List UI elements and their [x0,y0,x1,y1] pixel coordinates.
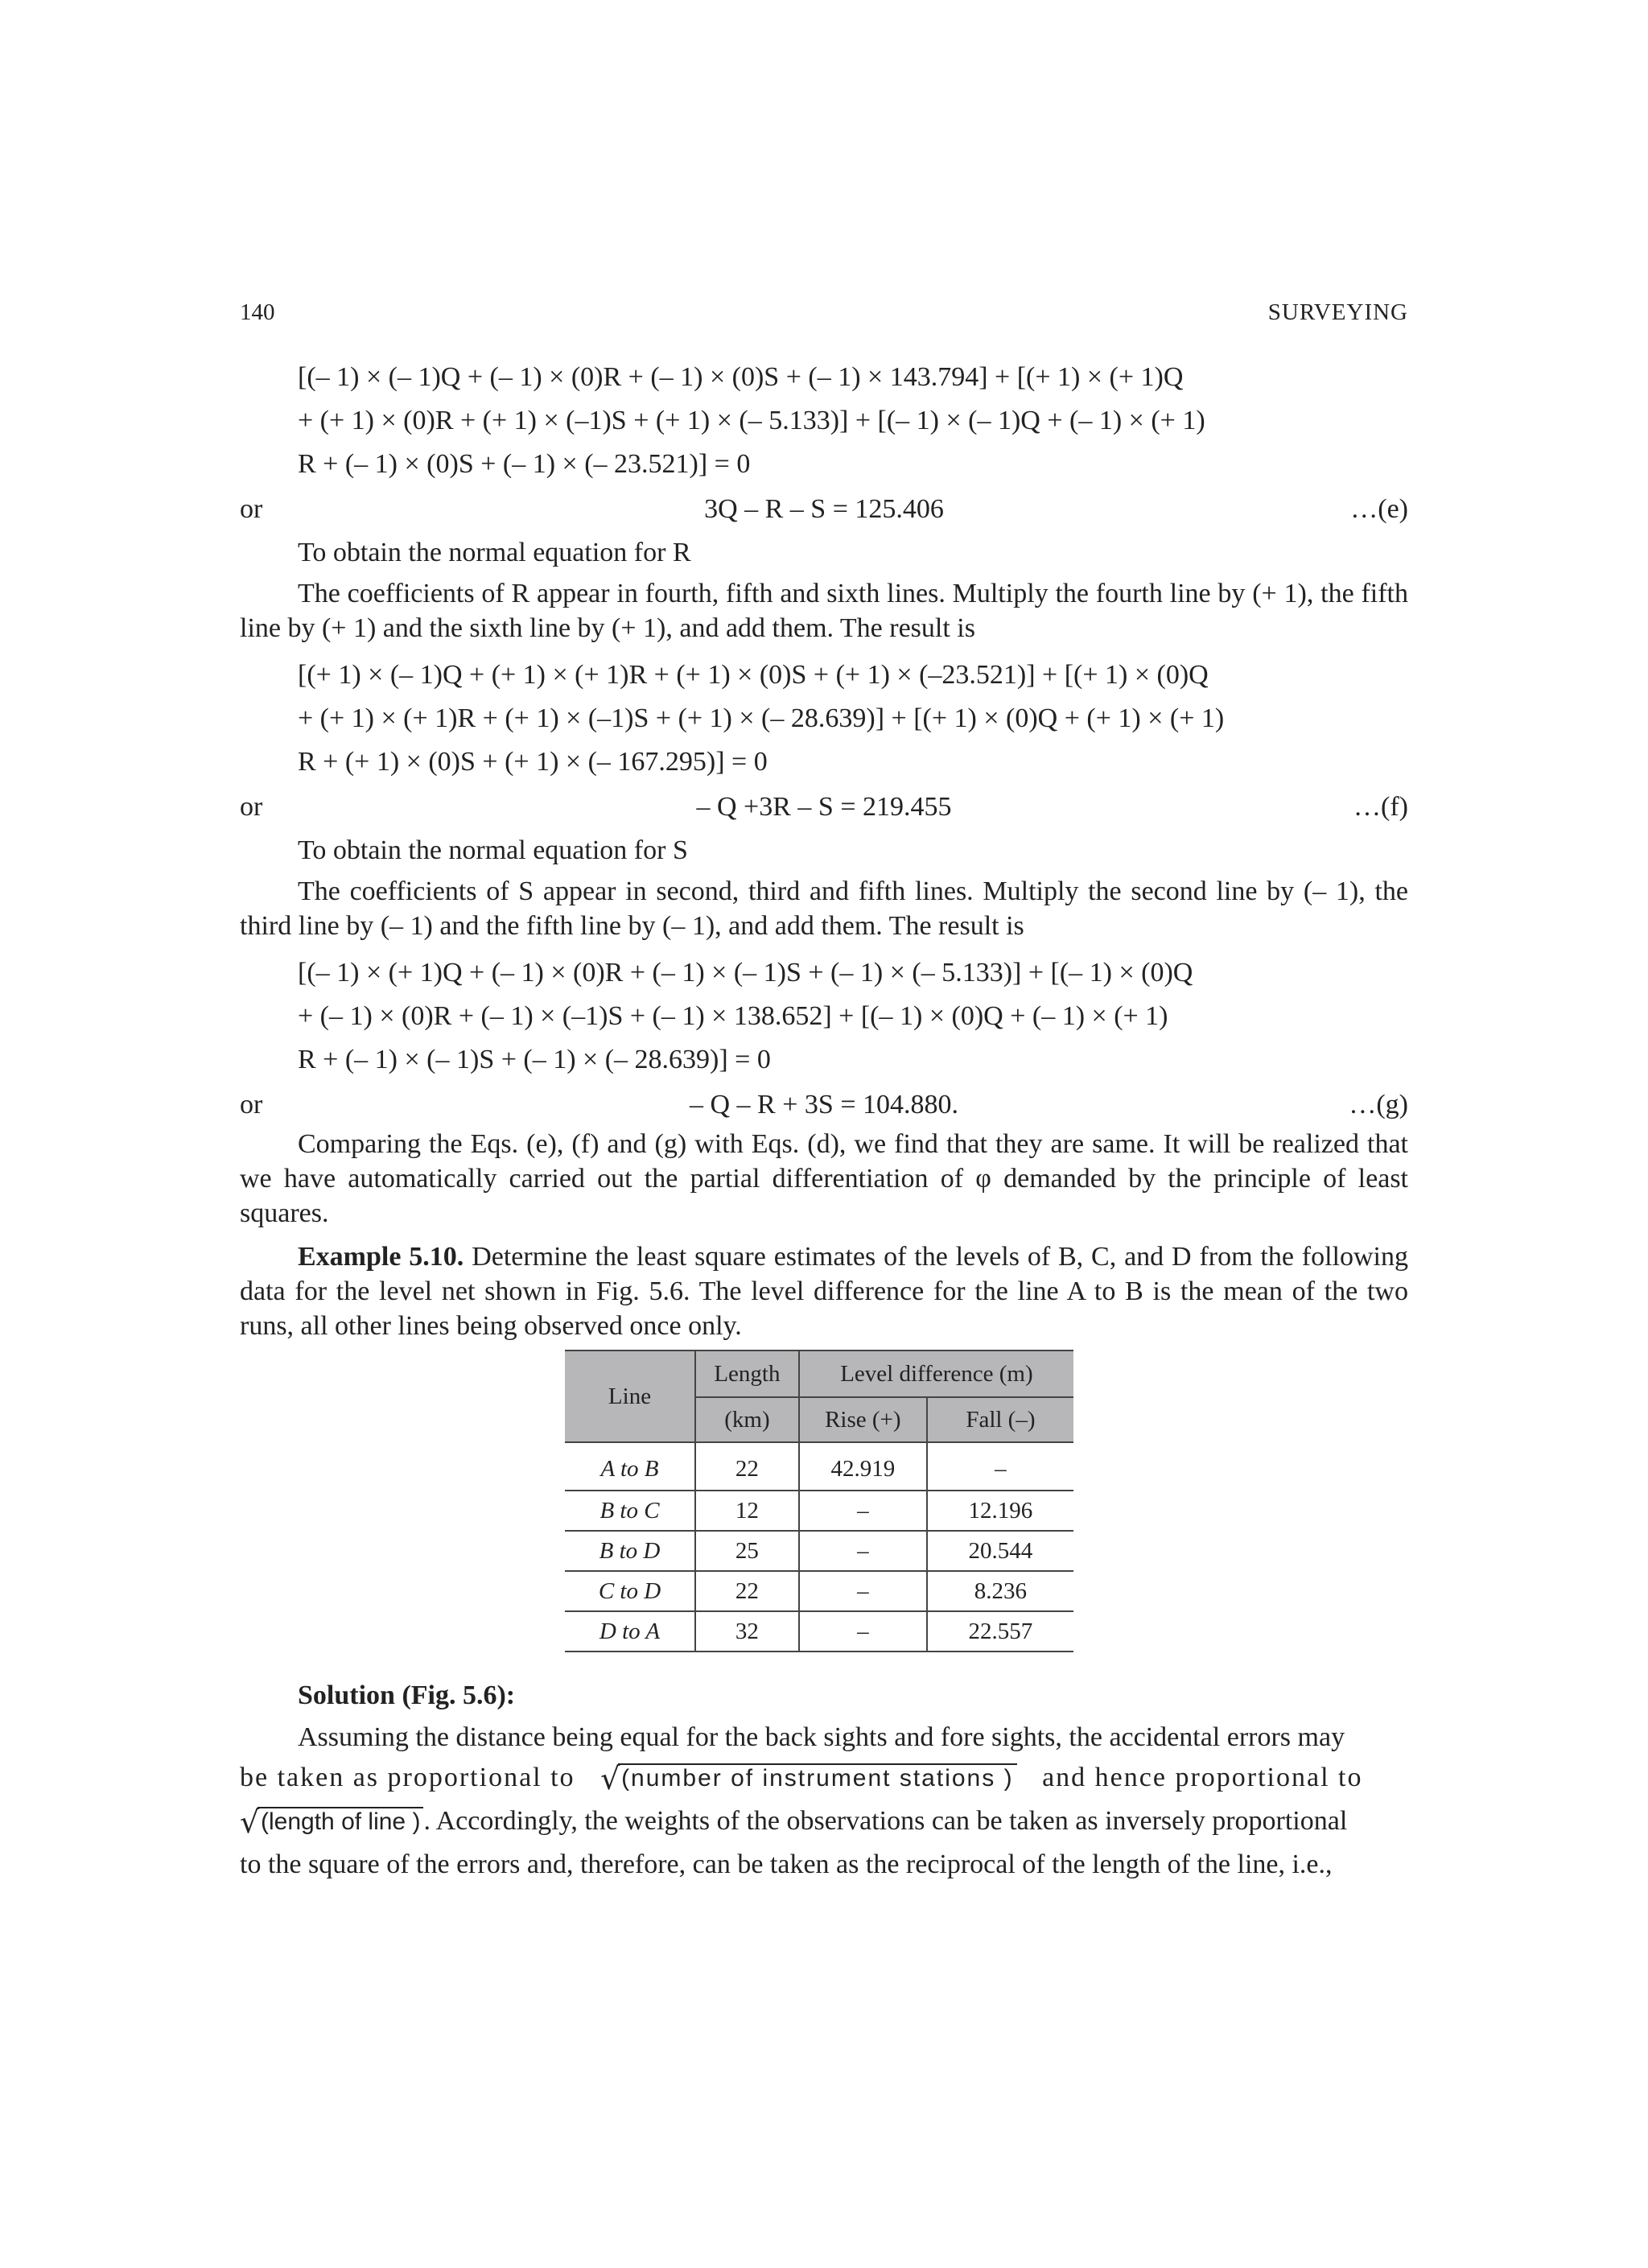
cell-line: B to C [565,1491,695,1531]
cell-length: 22 [695,1571,799,1611]
cell-rise: – [799,1571,927,1611]
paragraph: The coefficients of R appear in fourth, fifth and sixth lines. Multiply the fourth line by (+ 1), the fifth line by (+ 1) and the sixth line by (+ 1), and add them. The result is [240,579,1408,643]
cell-line: A to B [565,1442,695,1491]
cell-fall: 8.236 [927,1571,1073,1611]
page-number: 140 [240,299,275,325]
col-header-level-difference: Level difference (m) [799,1350,1073,1397]
solution-line: √ (length of line ) . Accordingly, the weights of the observations can be taken as inversely proportional [240,1804,1348,1840]
col-header-length: Length [695,1350,799,1397]
equation-tag: …(e) [1350,494,1408,524]
sqrt-number-of-stations: √ (number of instrument stations ) [600,1767,1017,1791]
equation-line: R + (+ 1) × (0)S + (+ 1) × (– 167.295)] = 0 [298,747,768,777]
solution-line: be taken as proportional to √ (number of instrument stations ) and hence proportional to [240,1761,1363,1796]
cell-fall: 12.196 [927,1491,1073,1531]
cell-rise: – [799,1611,927,1652]
table-row [565,1531,1073,1571]
table-row [565,1442,1073,1491]
paragraph: Comparing the Eqs. (e), (f) and (g) with Eqs. (d), we find that they are same. It will be realized that we have automatically carried out the partial differentiation of φ demanded by the principle of least squares. [240,1129,1408,1228]
equation-line: + (– 1) × (0)R + (– 1) × (–1)S + (– 1) × 138.652] + [(– 1) × (0)Q + (– 1) × (+ 1) [298,1001,1168,1031]
equation-line: [(+ 1) × (– 1)Q + (+ 1) × (+ 1)R + (+ 1) × (0)S + (+ 1) × (–23.521)] + [(+ 1) × (0)Q [298,660,1209,690]
solution-line: to the square of the errors and, therefore, can be taken as the reciprocal of the length of the line, i.e., [240,1849,1333,1879]
cell-length: 12 [695,1491,799,1531]
cell-rise: – [799,1491,927,1531]
or-label: or [240,494,263,524]
level-data-table [565,1350,1073,1652]
cell-length: 25 [695,1531,799,1571]
section-title: To obtain the normal equation for R [298,538,691,567]
equation-line: R + (– 1) × (– 1)S + (– 1) × (– 28.639)] = 0 [298,1045,771,1074]
sqrt-length-of-line: √ (length of line ) [240,1810,423,1834]
or-label: or [240,792,263,822]
cell-length: 22 [695,1442,799,1491]
cell-line: D to A [565,1611,695,1652]
equation-tag: …(f) [1353,792,1408,822]
table-row [565,1491,1073,1531]
example-paragraph: Example 5.10. Determine the least square estimates of the levels of B, C, and D from the following data for the level net shown in Fig. 5.6. The level difference for the line A to B is the mean of the two runs, all other lines being observed once only. [240,1242,1409,1341]
equation-tag: …(g) [1349,1090,1408,1120]
cell-line: B to D [565,1531,695,1571]
equation-line: [(– 1) × (+ 1)Q + (– 1) × (0)R + (– 1) × (– 1)S + (– 1) × (– 5.133)] + [(– 1) × (0)Q [298,958,1193,988]
solution-line: Assuming the distance being equal for the back sights and fore sights, the accidental errors may [298,1722,1345,1752]
col-header-length-unit: (km) [695,1397,799,1442]
cell-length: 32 [695,1611,799,1652]
equation-line: R + (– 1) × (0)S + (– 1) × (– 23.521)] = 0 [298,449,751,479]
cell-fall: 20.544 [927,1531,1073,1571]
cell-line: C to D [565,1571,695,1611]
running-head: SURVEYING [1267,299,1408,325]
normal-equation-e: 3Q – R – S = 125.406 [704,494,944,524]
col-header-fall: Fall (–) [927,1397,1073,1442]
cell-fall: 22.557 [927,1611,1073,1652]
cell-rise: – [799,1531,927,1571]
equation-line: + (+ 1) × (0)R + (+ 1) × (–1)S + (+ 1) × (– 5.133)] + [(– 1) × (– 1)Q + (– 1) × (+ 1) [298,406,1205,435]
table-row [565,1571,1073,1611]
equation-line: + (+ 1) × (+ 1)R + (+ 1) × (–1)S + (+ 1) × (– 28.639)] + [(+ 1) × (0)Q + (+ 1) × (+ 1) [298,703,1225,733]
col-header-line: Line [565,1350,695,1442]
table-row [565,1611,1073,1652]
equation-line: [(– 1) × (– 1)Q + (– 1) × (0)R + (– 1) × (0)S + (– 1) × 143.794] + [(+ 1) × (+ 1)Q [298,362,1184,392]
normal-equation-g: – Q – R + 3S = 104.880. [690,1090,958,1120]
section-title: To obtain the normal equation for S [298,835,688,865]
example-label: Example 5.10. [298,1242,464,1272]
normal-equation-f: – Q +3R – S = 219.455 [696,792,952,822]
paragraph: The coefficients of S appear in second, third and fifth lines. Multiply the second line by (– 1), the third line by (– 1) and the fifth line by (– 1), and add them. The result is [240,876,1408,941]
solution-heading: Solution (Fig. 5.6): [298,1680,516,1710]
cell-fall: – [927,1442,1073,1491]
cell-rise: 42.919 [799,1442,927,1491]
or-label: or [240,1090,263,1120]
col-header-rise: Rise (+) [799,1397,927,1442]
